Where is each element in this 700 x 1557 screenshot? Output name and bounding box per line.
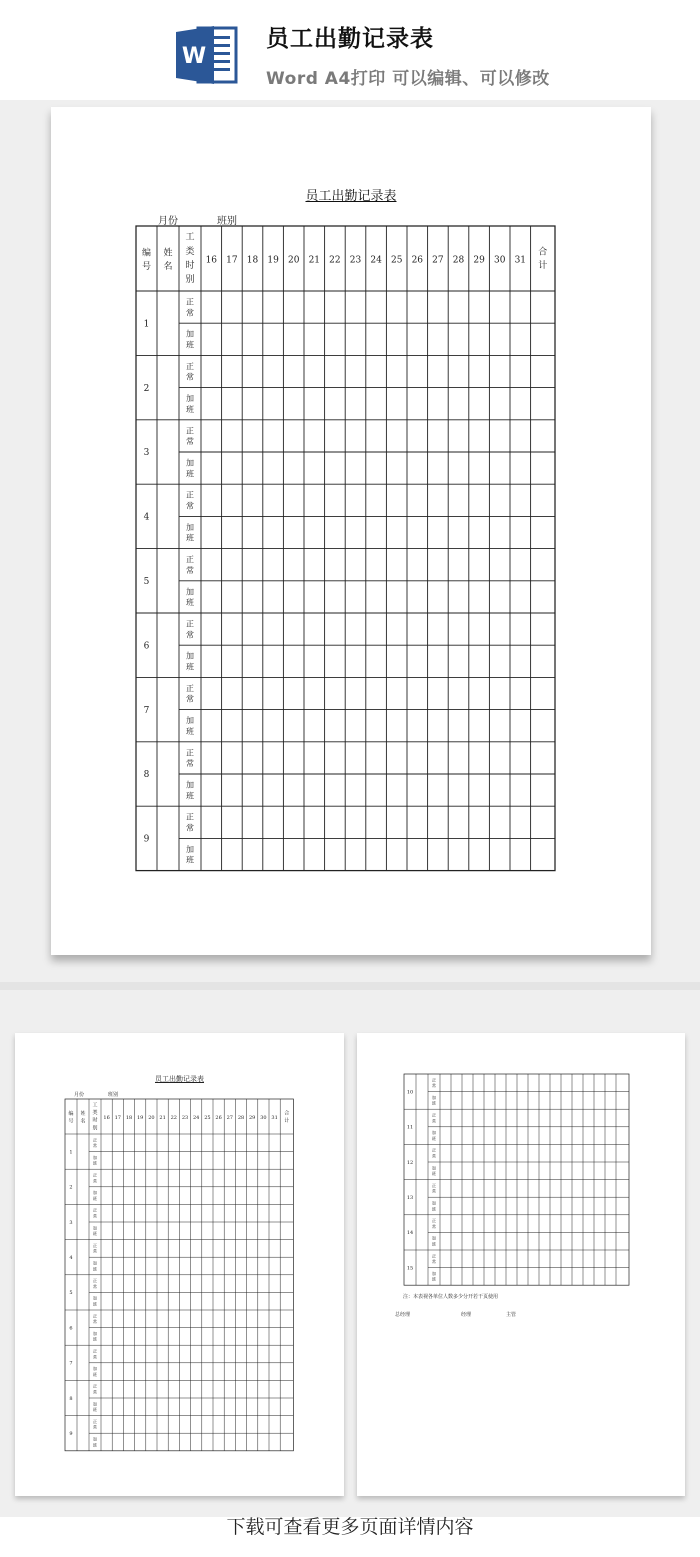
header-day: 17 (226, 255, 238, 266)
employee-number: 8 (143, 770, 150, 781)
row-type-label: 加 (93, 1401, 97, 1407)
thumbnail-page-1[interactable] (15, 1033, 344, 1496)
row-type-label: 正 (93, 1172, 97, 1178)
header-day: 29 (249, 1114, 256, 1121)
row-type-label: 正 (186, 748, 194, 758)
row-type-label: 班 (93, 1266, 97, 1272)
employee-number: 1 (69, 1149, 73, 1156)
row-type-label: 常 (432, 1083, 436, 1089)
row-type-label: 常 (432, 1188, 436, 1194)
signature-general-manager: 总经理 (395, 1312, 411, 1318)
header-work-type: 工 (185, 232, 195, 243)
header-day: 21 (159, 1114, 166, 1121)
header-day: 27 (226, 1114, 233, 1121)
employee-number: 12 (406, 1159, 414, 1166)
signature-supervisor: 主管 (506, 1312, 517, 1318)
row-type-label: 加 (186, 716, 194, 726)
header-day: 23 (349, 255, 362, 266)
row-type-label: 班 (432, 1135, 436, 1141)
signature-manager: 经理 (461, 1312, 472, 1318)
month-label: 月份 (158, 216, 178, 227)
header-day: 24 (193, 1114, 200, 1121)
row-type-label: 常 (186, 759, 194, 769)
row-type-label: 加 (432, 1094, 436, 1100)
row-type-label: 正 (93, 1207, 97, 1213)
row-type-label: 加 (432, 1200, 436, 1206)
employee-number: 5 (69, 1290, 73, 1297)
header-day: 26 (411, 255, 424, 266)
header-day: 23 (181, 1114, 189, 1121)
word-icon-letter: W (181, 44, 207, 69)
row-type-label: 班 (93, 1195, 97, 1201)
row-type-label: 正 (93, 1278, 97, 1284)
header-day: 24 (370, 255, 382, 266)
row-type-label: 正 (186, 555, 194, 565)
row-type-label: 正 (186, 683, 194, 693)
thumbnail-shift-label: 班别 (108, 1092, 119, 1098)
thumbnail-table-1 (15, 1033, 344, 1496)
employee-number: 3 (143, 448, 150, 459)
row-type-label: 加 (186, 522, 194, 532)
employee-number: 11 (406, 1124, 414, 1131)
page-subtitle: Word A4打印 可以编辑、可以修改 (266, 69, 550, 89)
row-type-label: 班 (432, 1276, 436, 1282)
row-type-label: 常 (93, 1283, 97, 1289)
header-work-type: 别 (185, 275, 195, 286)
page-title: 员工出勤记录表 (266, 26, 434, 52)
row-type-label: 班 (93, 1407, 97, 1413)
header-day: 30 (493, 255, 506, 266)
employee-number: 9 (69, 1430, 73, 1437)
row-type-label: 常 (93, 1354, 97, 1360)
row-type-label: 正 (432, 1253, 436, 1259)
thumbnail-table-2 (357, 1033, 685, 1496)
row-type-label: 班 (186, 469, 194, 479)
row-type-label: 班 (186, 726, 194, 736)
employee-number: 14 (406, 1230, 414, 1237)
header-day: 31 (271, 1114, 278, 1121)
row-type-label: 班 (186, 855, 194, 865)
row-type-label: 常 (186, 437, 194, 447)
header-day: 29 (473, 255, 485, 266)
row-type-label: 正 (186, 297, 194, 307)
employee-number: 6 (143, 641, 150, 652)
row-type-label: 班 (186, 662, 194, 672)
employee-number: 10 (406, 1089, 414, 1096)
row-type-label: 加 (93, 1154, 97, 1160)
employee-number: 6 (69, 1325, 73, 1332)
row-type-label: 常 (93, 1424, 97, 1430)
row-type-label: 班 (432, 1171, 436, 1177)
header-day: 18 (246, 255, 259, 266)
row-type-label: 常 (186, 501, 194, 511)
row-type-label: 常 (186, 308, 194, 318)
header-id: 号 (68, 1118, 74, 1125)
row-type-label: 正 (186, 619, 194, 629)
header-name: 姓 (80, 1110, 86, 1117)
header-day: 22 (329, 255, 341, 266)
row-type-label: 班 (93, 1371, 97, 1377)
employee-number: 3 (69, 1219, 73, 1226)
employee-number: 8 (69, 1395, 73, 1402)
row-type-label: 常 (93, 1213, 97, 1219)
row-type-label: 班 (93, 1231, 97, 1237)
row-type-label: 常 (186, 372, 194, 382)
row-type-label: 常 (93, 1143, 97, 1149)
employee-number: 1 (143, 319, 150, 330)
thumbnail-page-2[interactable] (357, 1033, 685, 1496)
row-type-label: 班 (186, 533, 194, 543)
preview-separator (0, 982, 700, 990)
row-type-label: 加 (93, 1295, 97, 1301)
row-type-label: 加 (93, 1366, 97, 1372)
row-type-label: 加 (186, 844, 194, 854)
row-type-label: 加 (186, 780, 194, 790)
header-work-type: 类 (92, 1110, 98, 1117)
row-type-label: 常 (93, 1248, 97, 1254)
row-type-label: 正 (432, 1077, 436, 1083)
header-day: 19 (267, 255, 279, 266)
row-type-label: 加 (186, 329, 194, 339)
header-name: 名 (163, 261, 173, 272)
row-type-label: 加 (432, 1165, 436, 1171)
employee-number: 9 (143, 834, 150, 845)
row-type-label: 正 (93, 1137, 97, 1143)
header-work-type: 别 (92, 1125, 98, 1132)
row-type-label: 加 (93, 1436, 97, 1442)
row-type-label: 加 (186, 394, 194, 404)
employee-number: 5 (143, 576, 150, 587)
row-type-label: 班 (93, 1442, 97, 1448)
header-work-type: 类 (185, 246, 195, 257)
row-type-label: 加 (432, 1130, 436, 1136)
header-name: 名 (80, 1118, 86, 1125)
row-type-label: 正 (432, 1182, 436, 1188)
header-day: 21 (308, 255, 321, 266)
row-type-label: 加 (186, 587, 194, 597)
employee-number: 13 (406, 1194, 414, 1201)
row-type-label: 班 (93, 1301, 97, 1307)
row-type-label: 班 (186, 404, 194, 414)
row-type-label: 常 (186, 694, 194, 704)
row-type-label: 加 (186, 651, 194, 661)
row-type-label: 正 (432, 1218, 436, 1224)
header-day: 16 (205, 255, 218, 266)
employee-number: 7 (143, 705, 150, 716)
row-type-label: 班 (432, 1100, 436, 1106)
document-page-preview (51, 107, 651, 955)
header-day: 20 (148, 1114, 155, 1121)
employee-number: 15 (406, 1265, 414, 1272)
header-work-type: 时 (92, 1117, 98, 1124)
row-type-label: 常 (186, 823, 194, 833)
employee-number: 4 (69, 1254, 73, 1261)
row-type-label: 正 (432, 1112, 436, 1118)
header-day: 22 (170, 1114, 177, 1121)
header-day: 25 (204, 1114, 211, 1121)
row-type-label: 常 (186, 565, 194, 575)
header-day: 20 (287, 255, 300, 266)
header-day: 30 (260, 1114, 267, 1121)
shift-label: 班别 (217, 216, 237, 227)
employee-number: 2 (143, 383, 150, 394)
row-type-label: 加 (432, 1235, 436, 1241)
row-type-label: 常 (432, 1118, 436, 1124)
row-type-label: 正 (93, 1383, 97, 1389)
table-note: 注：本表视各单位人数多少分开若干页使用 (403, 1294, 499, 1300)
header-total: 合 (284, 1110, 290, 1117)
header-id: 号 (141, 261, 152, 272)
attendance-table (51, 107, 651, 955)
row-type-label: 加 (186, 458, 194, 468)
header-day: 28 (237, 1114, 245, 1121)
row-type-label: 正 (432, 1147, 436, 1153)
header-day: 25 (390, 255, 403, 266)
word-icon (174, 22, 240, 88)
row-type-label: 班 (186, 791, 194, 801)
footer-text[interactable]: 下载可查看更多页面详情内容 (226, 1516, 474, 1538)
row-type-label: 班 (186, 598, 194, 608)
header (0, 0, 700, 100)
header-day: 17 (114, 1114, 121, 1121)
row-type-label: 正 (93, 1313, 97, 1319)
row-type-label: 常 (432, 1223, 436, 1229)
header-day: 19 (137, 1114, 144, 1121)
header-day: 18 (125, 1114, 133, 1121)
header-work-type: 时 (185, 261, 195, 272)
thumbnail-title: 员工出勤记录表 (155, 1075, 204, 1083)
row-type-label: 常 (432, 1259, 436, 1265)
header-name: 姓 (163, 248, 173, 259)
row-type-label: 加 (93, 1190, 97, 1196)
row-type-label: 班 (186, 340, 194, 350)
row-type-label: 加 (93, 1260, 97, 1266)
row-type-label: 常 (93, 1319, 97, 1325)
row-type-label: 常 (432, 1153, 436, 1159)
header-day: 26 (215, 1114, 222, 1121)
employee-number: 2 (69, 1184, 73, 1191)
row-type-label: 加 (93, 1330, 97, 1336)
row-type-label: 班 (432, 1206, 436, 1212)
document-title: 员工出勤记录表 (305, 189, 397, 204)
row-type-label: 常 (186, 630, 194, 640)
header-day: 28 (452, 255, 465, 266)
row-type-label: 正 (186, 490, 194, 500)
row-type-label: 加 (432, 1270, 436, 1276)
row-type-label: 常 (93, 1178, 97, 1184)
employee-number: 4 (143, 512, 150, 523)
row-type-label: 班 (432, 1241, 436, 1247)
thumbnail-month-label: 月份 (74, 1092, 85, 1098)
header-day: 16 (103, 1114, 110, 1121)
row-type-label: 正 (93, 1242, 97, 1248)
header-day: 31 (514, 255, 527, 266)
row-type-label: 正 (186, 812, 194, 822)
row-type-label: 正 (93, 1348, 97, 1354)
row-type-label: 班 (93, 1336, 97, 1342)
row-type-label: 正 (186, 426, 194, 436)
header-total: 计 (284, 1117, 290, 1124)
header-work-type: 工 (92, 1102, 98, 1109)
row-type-label: 常 (93, 1389, 97, 1395)
header-total: 合 (538, 247, 548, 258)
row-type-label: 正 (186, 361, 194, 371)
row-type-label: 正 (93, 1418, 97, 1424)
row-type-label: 班 (93, 1160, 97, 1166)
header-day: 27 (432, 255, 444, 266)
row-type-label: 加 (93, 1225, 97, 1231)
header-total: 计 (538, 260, 548, 271)
header-id: 编 (68, 1110, 74, 1117)
employee-number: 7 (69, 1360, 73, 1367)
header-id: 编 (141, 248, 152, 259)
